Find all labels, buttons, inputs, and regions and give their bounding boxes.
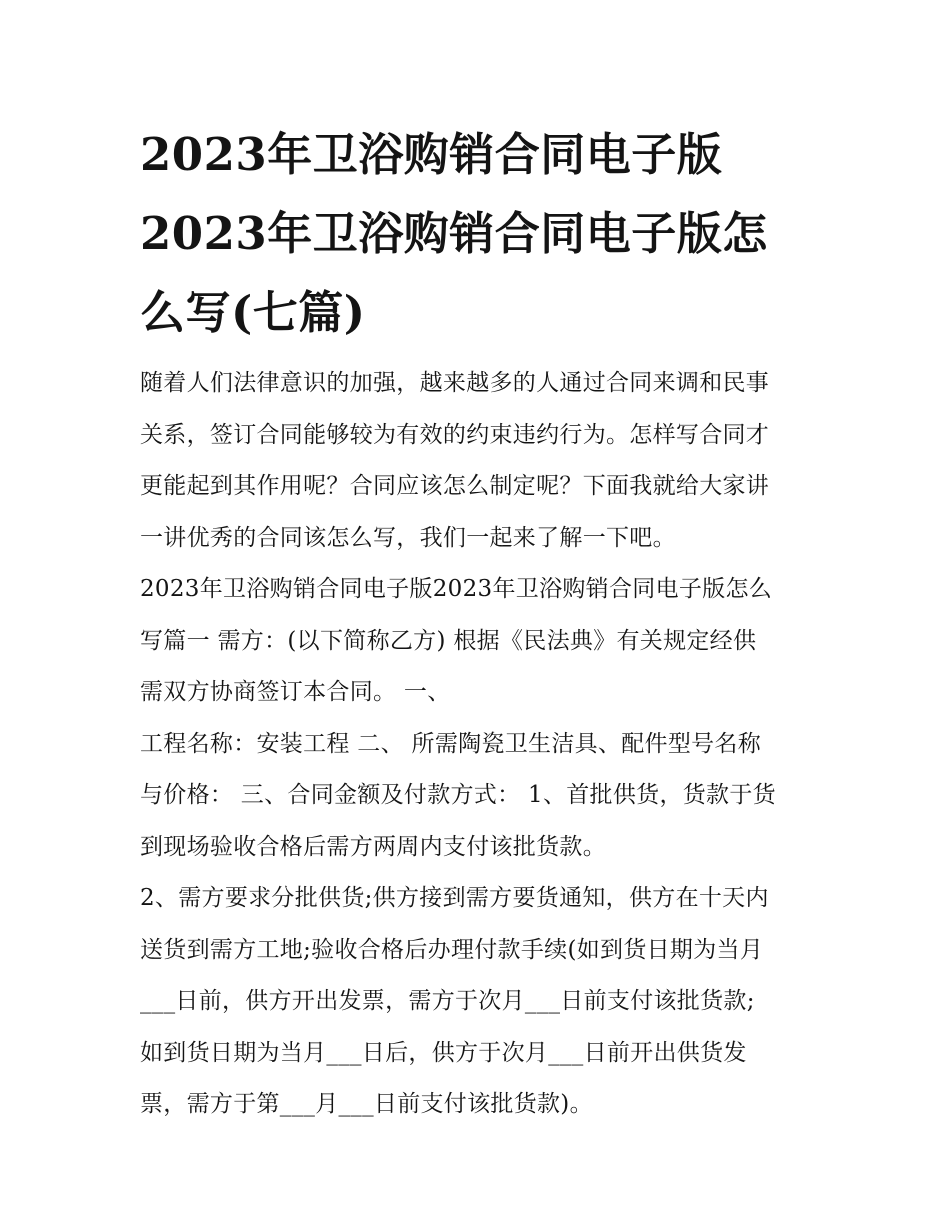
- text-line: 与价格： 三、合同金额及付款方式： 1、首批供货，货款于货: [140, 782, 776, 808]
- document-body: [140, 115, 820, 1131]
- payment-terms-paragraph: [140, 873, 820, 1131]
- text-line: 随着人们法律意识的加强，越来越多的人通过合同来调和民事: [140, 370, 770, 396]
- text-line: 关系，签订合同能够较为有效的约束违约行为。怎样写合同才: [140, 421, 770, 448]
- text-line: 需双方协商签订本合同。 一、: [140, 679, 451, 705]
- text-line: ___日前，供方开出发票，需方于次月___日前支付该批货款;: [140, 988, 755, 1014]
- text-line: 写篇一 需方：(以下简称乙方) 根据《民法典》有关规定经供: [140, 627, 757, 654]
- text-line: 2023年卫浴购销合同电子版2023年卫浴购销合同电子版怎么: [140, 576, 773, 602]
- title-line: 2023年卫浴购销合同电子版怎: [140, 207, 768, 260]
- document-title: [140, 115, 820, 352]
- title-line: 2023年卫浴购销合同电子版: [140, 128, 723, 181]
- project-price-paragraph: [140, 719, 820, 874]
- contract-heading-paragraph: [140, 564, 820, 719]
- text-line: 一讲优秀的合同该怎么写，我们一起来了解一下吧。: [140, 524, 676, 551]
- text-line: 送货到需方工地;验收合格后办理付款手续(如到货日期为当月: [140, 936, 764, 963]
- text-line: 2、需方要求分批供货;供方接到需方要货通知，供方在十天内: [140, 885, 769, 911]
- text-line: 工程名称：安装工程 二、 所需陶瓷卫生洁具、配件型号名称: [140, 730, 762, 757]
- text-line: 到现场验收合格后需方两周内支付该批货款。: [140, 833, 606, 860]
- text-line: 票，需方于第___月___日前支付该批货款)。: [140, 1091, 593, 1117]
- text-line: 如到货日期为当月___日后，供方于次月___日前开出供货发: [140, 1039, 747, 1066]
- intro-paragraph: [140, 358, 820, 564]
- title-line: 么写(七篇): [140, 286, 366, 339]
- text-line: 更能起到其作用呢？合同应该怎么制定呢？下面我就给大家讲: [140, 473, 770, 499]
